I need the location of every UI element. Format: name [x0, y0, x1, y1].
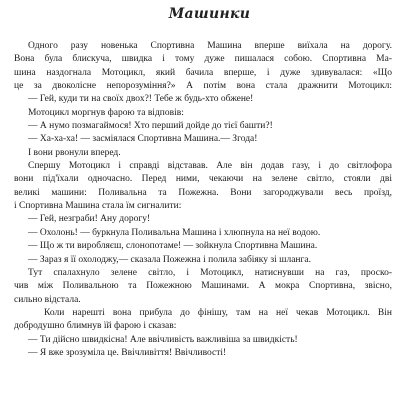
text-line: Мотоцикл моргнув фарою та відповів: — [28, 107, 184, 118]
dialogue-line — [14, 213, 392, 226]
dialogue-line — [14, 240, 392, 253]
text-line: великі машини: Поливальна та Пожежна. Вони загороджували весь проїзд, — [14, 187, 392, 198]
text-line: Вона була блискуча, швидка і тому дуже пишалася собою. Спортивна Ма- — [14, 54, 392, 65]
text-line: І вони рвонули вперед. — [28, 147, 121, 158]
text-line: Одного разу новенька Спортивна Машина вперше виїхала на дорогу. — [28, 41, 392, 51]
text-line: це за двоколісне непорозуміння?» А потім вона стала дражнити Мотоцикл: — [14, 81, 392, 92]
text-line: — Я вже зрозуміла це. Ввічливіття! Ввічливості! — [28, 347, 227, 358]
text-line: — Гей, куди ти на своїх двох?! Тебе ж будь-хто обжене! — [28, 94, 254, 105]
text-line: — Гей, незграби! Ану дорогу! — [28, 214, 151, 225]
text-line: — Що ж ти виробляєш, слонопотаме! — зойкнула Спортивна Машина. — [28, 241, 318, 252]
text-line: — Охолонь! — буркнула Поливальна Машина і хлюпнула на неї водою. — [28, 227, 321, 238]
dialogue-line — [14, 120, 392, 133]
text-line: — Ха-ха-ха! — засміялася Спортивна Машина.— Згода! — [28, 134, 258, 145]
paragraph — [14, 160, 392, 213]
text-line: — А нумо позмагаймося! Хто перший дойде до тієї башти?! — [28, 121, 273, 132]
story-title: Машинки — [168, 6, 251, 22]
text-line: і Спортивна Машина стала їм сигналити: — [14, 201, 182, 212]
text-line: сильно відстала. — [14, 294, 81, 305]
text-line: — Зараз я її охолоджу,— сказала Пожежна і полила забіяку зі шланга. — [28, 254, 312, 265]
text-line: добродушно блимнув їй фарою і сказав: — [14, 321, 177, 332]
dialogue-line — [14, 93, 392, 106]
paragraph — [14, 267, 392, 307]
dialogue-line — [14, 334, 392, 347]
paragraph — [14, 307, 392, 334]
paragraph — [14, 107, 392, 120]
text-line: чив між Поливальною та Пожежною Машинами. А мокра Спортивна, звісно, — [14, 281, 392, 292]
dialogue-line — [14, 347, 392, 360]
text-line: Тут спалахнуло зелене світло, і Мотоцикл, натиснувши на газ, проско- — [28, 267, 392, 278]
dialogue-line — [14, 133, 392, 146]
text-line: вони під'їхали одночасно. Перед ними, чекаючи на зелене світло, стояли дві — [14, 174, 392, 185]
dialogue-line — [14, 227, 392, 240]
text-line: шина наздогнала Мотоцикл, який бачила вперше, і дуже здивувалася: «Що — [14, 67, 392, 78]
text-line: Спершу Мотоцикл і справді відставав. Але він додав газу, і до світлофора — [28, 161, 392, 172]
text-line: Коли нарешті вона прибула до фінішу, там на неї чекав Мотоцикл. Він — [44, 307, 392, 318]
dialogue-line — [14, 254, 392, 267]
text-line: — Ти дійсно швидкісна! Але ввічливість важливіша за швидкість! — [28, 334, 298, 345]
paragraph — [14, 147, 392, 160]
paragraph — [14, 40, 392, 93]
story-text — [14, 40, 392, 360]
